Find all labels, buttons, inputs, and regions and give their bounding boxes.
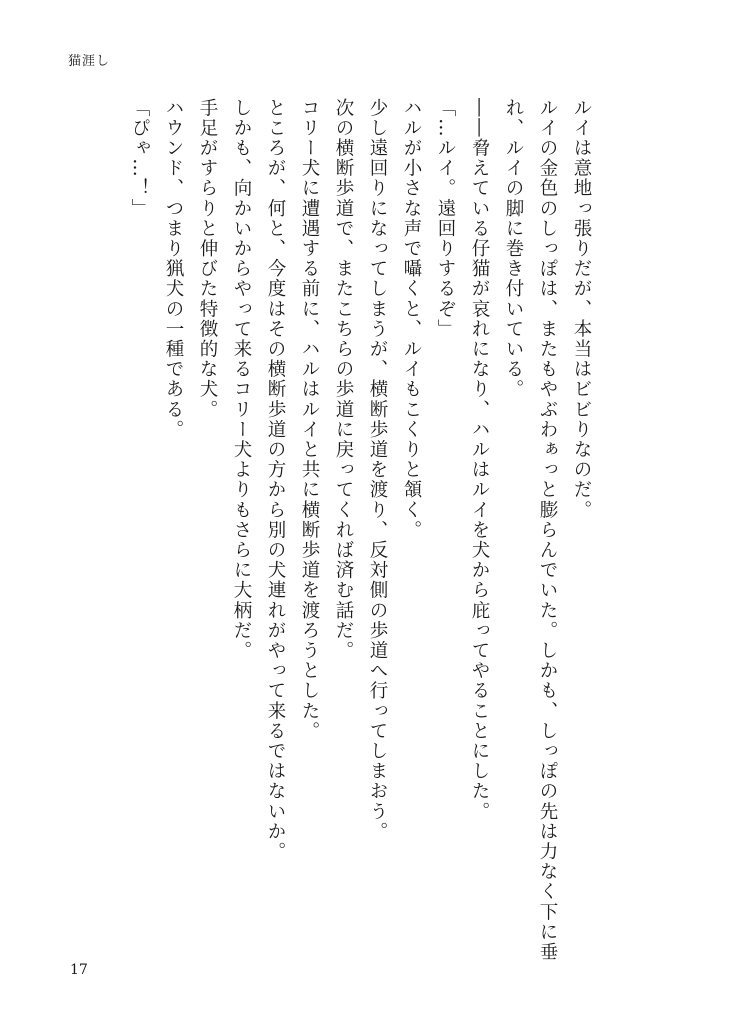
- text-line: コリー犬に遭遇する前に、ハルはルイと共に横断歩道を渡ろうとした。: [299, 98, 320, 742]
- text-line: ――脅えている仔猫が哀れになり、ハルはルイを犬から庇ってやることにした。: [469, 98, 490, 822]
- text-line: ところが、何と、今度はその横断歩道の方から別の犬連れがやって来るではないか。: [265, 98, 286, 862]
- text-line: 次の横断歩道で、またこちらの歩道に戻ってくれば済む話だ。: [333, 98, 354, 661]
- text-line: 少し遠回りになってしまうが、横断歩道を渡り、反対側の歩道へ行ってしまおう。: [367, 98, 388, 842]
- text-line: しかも、向かいからやって来るコリー犬よりもさらに大柄だ。: [231, 98, 252, 661]
- text-line: ルイの金色のしっぽは、またもやぶわぁっと膨らんでいた。しかも、しっぽの先は力なく下に垂: [537, 98, 558, 963]
- text-line: ルイは意地っ張りだが、本当はビビりなのだ。: [571, 98, 592, 521]
- vertical-text-body: [122, 98, 598, 978]
- page-number: 17: [70, 962, 88, 978]
- text-line: 「ぴゃ…！」: [129, 98, 150, 219]
- text-line: 「…ルイ。遠回りするぞ」: [435, 98, 456, 340]
- text-line: ハルが小さな声で囁くと、ルイもこくりと頷く。: [401, 98, 422, 541]
- running-title: 猫涯し: [68, 54, 111, 69]
- text-line: れ、ルイの脚に巻き付いている。: [503, 98, 524, 400]
- text-line: ハウンド、つまり猟犬の一種である。: [163, 98, 184, 440]
- text-line: 手足がすらりと伸びた特徴的な犬。: [197, 98, 218, 420]
